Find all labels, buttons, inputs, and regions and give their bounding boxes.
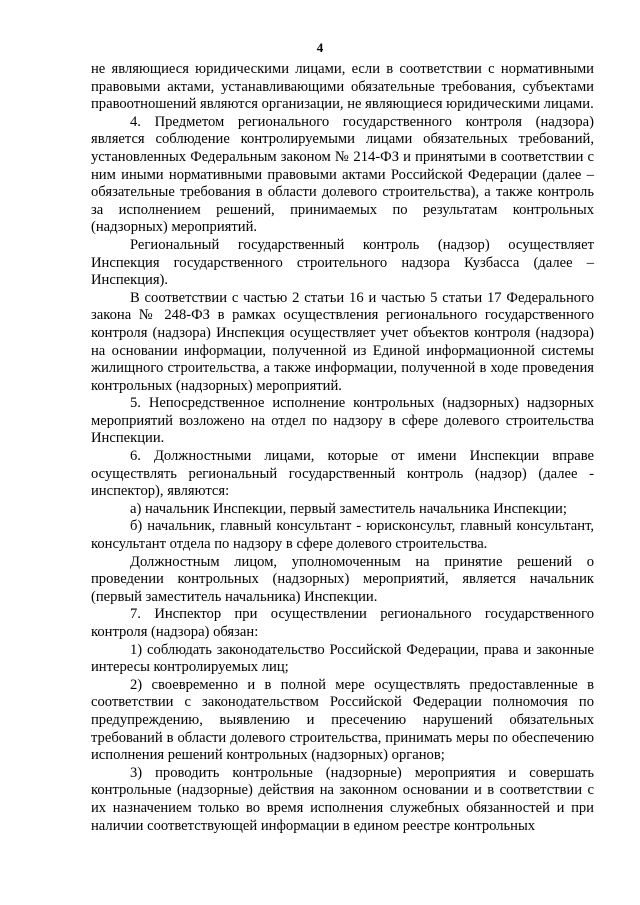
paragraph-authorized-official: Должностным лицом, уполномоченным на принятие решений о проведении контрольных (надзорных) мероприятий, является начальник (первый заместитель начальника) Инспекции. [91,553,594,605]
paragraph-item-7-3: 3) проводить контрольные (надзорные) мероприятия и совершать контрольные (надзорные) действия на законном основании и в соответствии с их назначением только во время исполнения служебных обязанностей и при наличии соответствующей информации в едином реестре контрольных [91,764,594,834]
paragraph-item-5: 5. Непосредственное исполнение контрольных (надзорных) надзорных мероприятий возложено на отдел по надзору в сфере долевого строительства Инспекции. [91,395,594,447]
paragraph-item-6: 6. Должностными лицами, которые от имени Инспекции вправе осуществлять региональный государственный контроль (надзор) (далее - инспектор), являются: [91,448,594,500]
paragraph-inspection: Региональный государственный контроль (надзор) осуществляет Инспекция государственного строительного надзора Кузбасса (далее – Инспекция). [91,236,594,289]
paragraph-item-6a: а) начальник Инспекции, первый заместитель начальника Инспекции; [130,500,567,517]
paragraph-item-4: 4. Предметом регионального государственного контроля (надзора) является соблюдение контролируемыми лицами обязательных требований, установленных Федеральным законом № 214-ФЗ и принятыми в соответствии с ним иными нормативными правовыми актами Российской Федерации (далее – обязательные требования в области долевого строительства), а также контроль за исполнением решений, принимаемых по результатам контрольных (надзорных) мероприятий. [91,113,594,236]
document-body [91,61,594,835]
page-number: 4 [316,40,324,55]
paragraph-item-6b: б) начальник, главный консультант - юрисконсульт, главный консультант, консультант отдела по надзору в сфере долевого строительства. [91,518,594,553]
paragraph-accounting: В соответствии с частью 2 статьи 16 и частью 5 статьи 17 Федерального закона № 248-ФЗ в рамках осуществления регионального государственного контроля (надзора) Инспекция осуществляет учет объектов контроля (надзора) на основании информации, полученной из Единой информационной системы жилищного строительства, а также информации, полученной в ходе проведения контрольных (надзорных) мероприятий. [91,289,594,394]
paragraph-item-7: 7. Инспектор при осуществлении регионального государственного контроля (надзора) обязан: [91,606,594,640]
paragraph-item-7-1: 1) соблюдать законодательство Российской Федерации, права и законные интересы контролируемых лиц; [91,641,594,676]
paragraph-item-7-2: 2) своевременно и в полной мере осуществлять предоставленные в соответствии с законодательством Российской Федерации полномочия по предупреждению, выявлению и пресечению нарушений обязательных требований в области долевого строительства, принимать меры по обеспечению исполнения решений контрольных (надзорных) органов; [91,676,594,764]
paragraph-continuation: не являющиеся юридическими лицами, если в соответствии с нормативными правовыми актами, устанавливающими обязательные требования, субъектами правоотношений являются организации, не являющиеся юридическими лицами. [91,61,594,113]
